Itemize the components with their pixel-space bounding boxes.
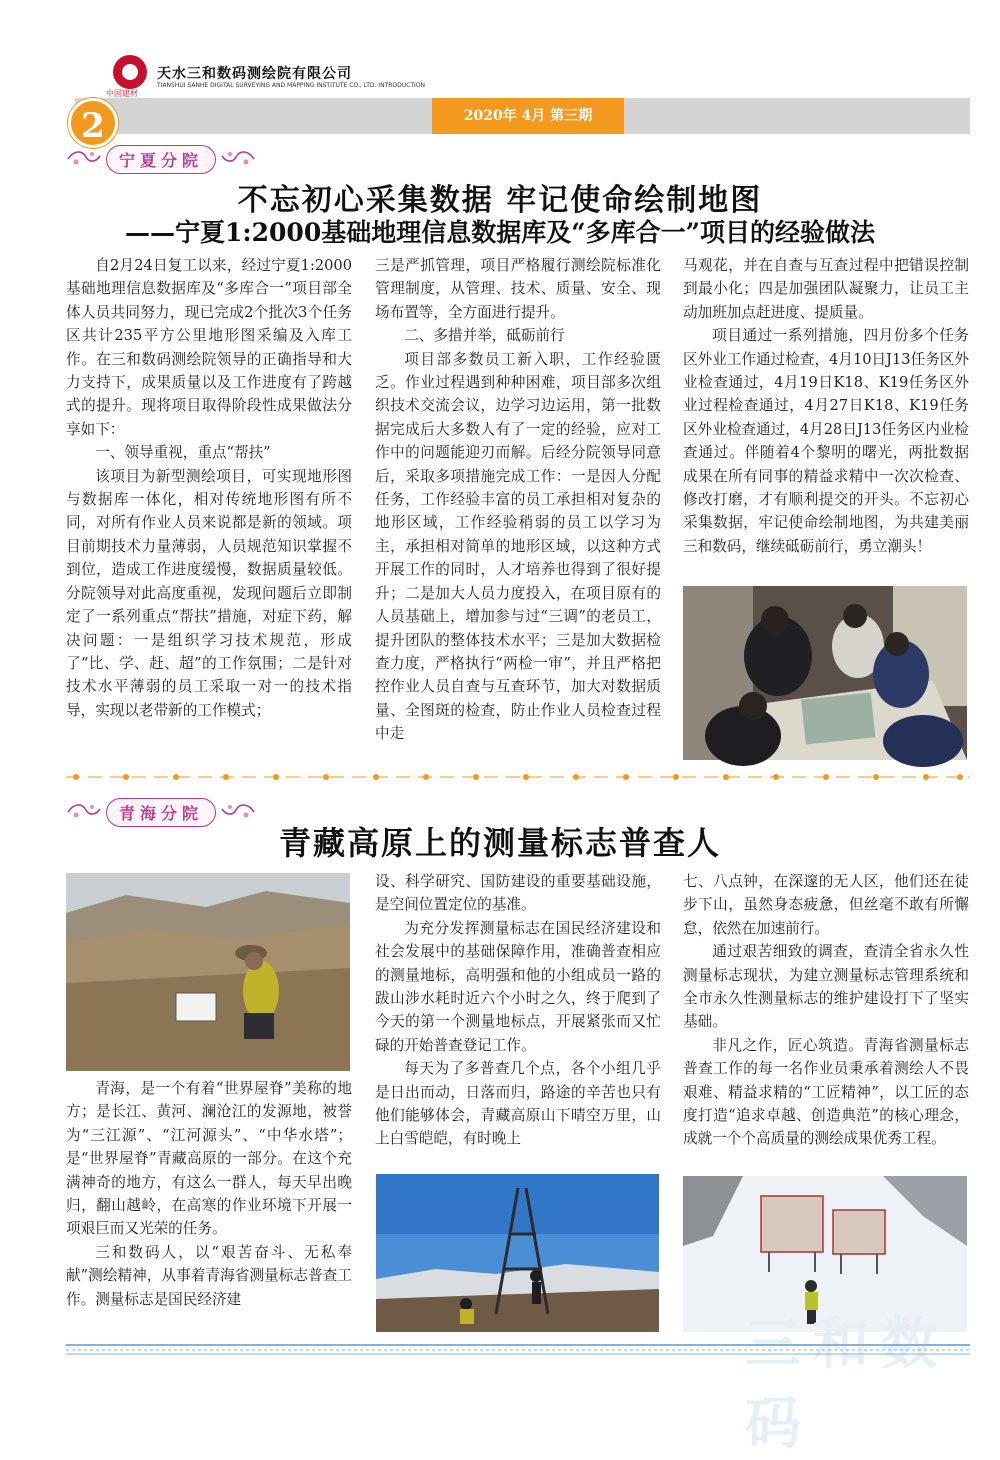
team-meeting-photo bbox=[683, 586, 967, 760]
article-title: 青藏高原上的测量标志普查人 bbox=[278, 824, 721, 862]
article-column-3 bbox=[683, 254, 969, 558]
survey-tower-photo bbox=[376, 1174, 659, 1332]
paragraph: 每天为了多普查几个点，各个小组几乎是日出而动，日落而归，路途的辛苦也只有他们能够体会，青藏高原山下晴空万里，山上白雪皑皑，有时晚上 bbox=[375, 1060, 661, 1148]
section-heading: 一、领导重视，重点“帮扶” bbox=[95, 444, 271, 462]
article-title: 不忘初心采集数据 牢记使命绘制地图 bbox=[237, 183, 763, 218]
logo-caption: 中国建材 bbox=[106, 89, 138, 98]
floral-ornament-icon bbox=[220, 148, 256, 170]
company-name-english: TIANSHUI SANHE DIGITAL SURVEYING AND MAPPING INSTITUTE CO., LTD. INTRODUCTION bbox=[157, 82, 425, 89]
paragraph: 七、八点钟，在深邃的无人区，他们还在徒步下山，虽然身态疲惫，但丝毫不敢有所懈怠，依然在加速前行。 bbox=[683, 873, 969, 937]
paragraph: 三是严抓管理，项目严格履行测绘院标准化管理制度，从管理、技术、质量、安全、现场布置等，全方面进行提升。 bbox=[375, 257, 661, 321]
ornament-divider bbox=[66, 770, 970, 784]
section-tag-label: 青海分院 bbox=[106, 798, 216, 827]
watermark: 三和数码 bbox=[745, 1312, 949, 1457]
paragraph: 三和数码人，以“艰苦奋斗、无私奉献”测绘精神，从事着青海省测量标志普查工作。测量标志是国民经济建 bbox=[66, 1243, 352, 1308]
paragraph: 项目通过一系列措施，四月份多个任务区外业工作通过检查，4月10日J13任务区外业检查通过，4月19日K18、K19任务区外业过程检查通过，4月27日K18、K19任务区外业检查通过，4月28日J13任务区内业检查通过。伴随着4个黎明的曙光，两批数据成果在所有同事的精益求精中一次次检查、修改打磨，才有顺利提交的开头。不忘初心采集数据，牢记使命绘制地图，为共建美丽三和数码，继续砥砺前行，勇立潮头！ bbox=[683, 327, 969, 555]
paragraph: 该项目为新型测绘项目，可实现地形图与数据库一体化，相对传统地形图有所不同，对所有作业人员来说都是新的领域。项目前期技术力量薄弱，人员规范知识掌握不到位，造成工作进度缓慢，数据质量较低。分院领导对此高度重视，发现问题后立即制定了一系列重点“帮扶”措施，对症下药，解决问题：一是组织学习技术规范，形成了“比、学、赶、超”的工作氛围；二是针对技术水平薄弱的员工采取一对一的技术指导，实现以老带新的工作模式； bbox=[66, 467, 352, 719]
article-column-3 bbox=[683, 870, 969, 1151]
section-tag-label: 宁夏分院 bbox=[106, 145, 216, 174]
page-number: 2 bbox=[68, 98, 118, 148]
paragraph: 设、科学研究、国防建设的重要基础设施，是空间位置定位的基准。 bbox=[375, 873, 661, 914]
section-tag-ningxia bbox=[66, 144, 256, 174]
issue-label: 2020年 4月 第三期 bbox=[432, 98, 624, 134]
paragraph: 非凡之作，匠心筑造。青海省测量标志普查工作的每一名作业员秉承着测绘人不畏艰难、精益求精的“工匠精神”，以工匠的态度打造“追求卓越、创造典范”的核心理念，成就一个个高质量的测绘成果优秀工程。 bbox=[683, 1036, 969, 1148]
company-logo bbox=[113, 55, 147, 89]
paragraph: 通过艰苦细致的调查，查清全省永久性测量标志现状，为建立测量标志管理系统和全市永久性测量标志的维护建设打下了坚实基础。 bbox=[683, 943, 969, 1031]
surveyor-on-hill-photo bbox=[66, 873, 350, 1071]
article-column-2 bbox=[375, 870, 661, 1151]
article-subtitle: ——宁夏1:2000基础地理信息数据库及“多库合一”项目的经验做法 bbox=[125, 218, 875, 247]
article-column-1 bbox=[66, 254, 352, 722]
paragraph: 自2月24日复工以来，经过宁夏1:2000基础地理信息数据库及“多库合一”项目部全体人员共同努力，现已完成2个批次3个任务区共计235平方公里地形图采编及入库工作。在三和数码测绘院领导的正确指导和大力支持下，成果质量以及工作进度有了跨越式的提升。现将项目取得阶段性成果做法分享如下： bbox=[66, 257, 352, 438]
company-name: 天水三和数码测绘院有限公司 bbox=[157, 66, 352, 82]
article-column-1 bbox=[66, 1077, 352, 1311]
paragraph: 为充分发挥测量标志在国民经济建设和社会发展中的基础保障作用，准确普查相应的测量地标，高明强和他的小组成员一路的跋山涉水耗时近六个小时之久，终于爬到了今天的第一个测量地标点，开展紧张而又忙碌的开始普查登记工作。 bbox=[375, 919, 661, 1054]
article-column-2 bbox=[375, 254, 661, 746]
section-heading: 二、多措并举，砥砺前行 bbox=[404, 327, 565, 345]
footer-rule bbox=[66, 1342, 970, 1356]
paragraph: 项目部多数员工新入职，工作经验匮乏。作业过程遇到种种困难，项目部多次组织技术交流会议，边学习边运用，第一批数据完成后大多数人有了一定的经验，应对工作中的问题能迎刃而解。后经分院领导同意后，采取多项措施完成工作：一是因人分配任务，工作经验丰富的员工承担相对复杂的地形区域，工作经验稍弱的员工以学习为主，承担相对简单的地形区域，以这种方式开展工作的同时，人才培养也得到了很好提升；二是加大人员力度投入，在项目原有的人员基础上，增加参与过“三调”的老员工，提升团队的整体技术水平；三是加大数据检查力度，严格执行“两检一审”，并且严格把控作业人员自查与互查环节，加大对数据质量、全图斑的检查，防止作业人员检查过程中走 bbox=[375, 350, 661, 743]
paragraph: 马观花，并在自查与互查过程中把错误控制到最小化；四是加强团队凝聚力，让员工主动加班加点赶进度、提质量。 bbox=[683, 257, 969, 321]
floral-ornament-icon bbox=[66, 148, 102, 170]
paragraph: 青海，是一个有着“世界屋脊”美称的地方；是长江、黄河、澜沧江的发源地，被誉为“三江源”、“江河源头”、“中华水塔”；是“世界屋脊”青藏高原的一部分。在这个充满神奇的地方，有这么一群人，每天早出晚归，翻山越岭，在高寒的作业环境下开展一项艰巨而又光荣的任务。 bbox=[66, 1080, 352, 1238]
